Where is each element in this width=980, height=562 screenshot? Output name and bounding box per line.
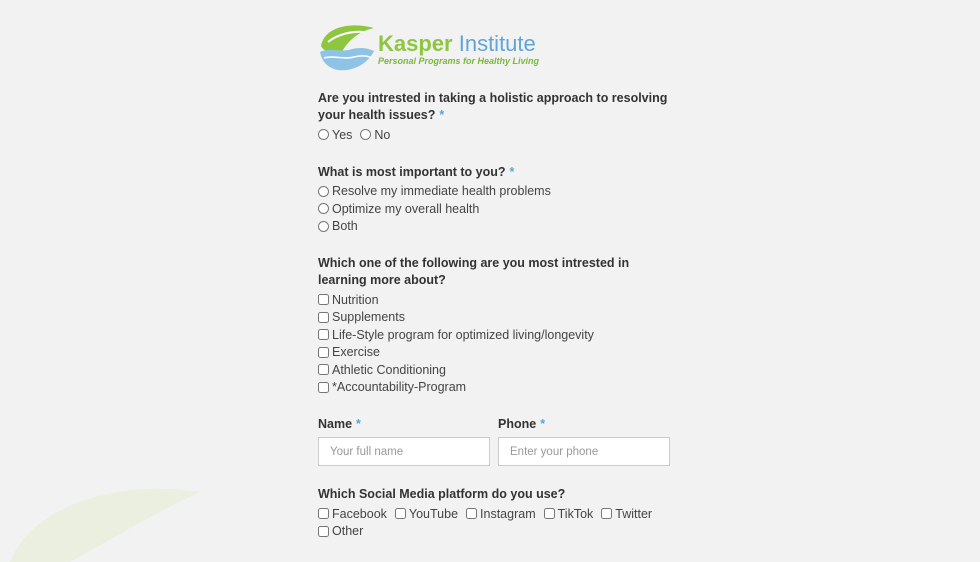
option-label: TikTok: [557, 506, 594, 521]
option-label: Resolve my immediate health problems: [332, 184, 551, 199]
questionnaire-form: [318, 22, 678, 560]
required-asterisk: *: [540, 417, 546, 431]
radio-optimize[interactable]: [318, 203, 329, 214]
name-field-group: [318, 416, 490, 466]
required-asterisk: *: [509, 164, 515, 179]
option-label: Instagram: [480, 506, 536, 521]
brand-name-part1: Kasper: [378, 31, 453, 56]
checkbox-option-instagram[interactable]: [466, 505, 536, 523]
checkbox-option-lifestyle[interactable]: [318, 326, 678, 344]
checkbox-option-twitter[interactable]: [601, 505, 652, 523]
checkbox-instagram[interactable]: [466, 508, 477, 519]
checkbox-option-other[interactable]: [318, 523, 363, 541]
checkbox-option-tiktok[interactable]: [544, 505, 594, 523]
option-label: No: [374, 127, 391, 142]
option-label: Other: [332, 524, 364, 539]
checkbox-other[interactable]: [318, 526, 329, 537]
checkbox-facebook[interactable]: [318, 508, 329, 519]
field-label: [498, 416, 670, 433]
kasper-institute-logo: [318, 22, 678, 78]
question-text: What is most important to you?: [318, 164, 506, 179]
checkbox-twitter[interactable]: [601, 508, 612, 519]
required-asterisk: *: [356, 417, 361, 431]
option-label: Supplements: [332, 310, 405, 325]
radio-option-both[interactable]: [318, 218, 678, 236]
radio-resolve[interactable]: [318, 186, 329, 197]
question-learning-interest: [318, 255, 678, 396]
question-label: [318, 164, 678, 181]
question-social-media: [318, 486, 678, 540]
checkbox-accountability[interactable]: [318, 382, 329, 393]
option-label: Athletic Conditioning: [332, 362, 446, 377]
checkbox-option-youtube[interactable]: [395, 505, 458, 523]
checkbox-athletic[interactable]: [318, 364, 329, 375]
question-holistic: [318, 90, 678, 144]
option-label: Yes: [332, 127, 353, 142]
contact-fields-row: [318, 416, 678, 466]
leaf-water-logo-icon: [318, 22, 376, 74]
option-label: Both: [332, 219, 358, 234]
option-label: Facebook: [332, 506, 387, 521]
radio-option-optimize[interactable]: [318, 200, 678, 218]
brand-tagline: Personal Programs for Healthy Living: [378, 56, 540, 66]
question-text: Are you intrested in taking a holistic approach to resolving your health issues?: [318, 91, 668, 122]
option-label: Nutrition: [332, 292, 379, 307]
option-label: Life-Style program for optimized living/longevity: [332, 327, 594, 342]
field-label-text: Name: [318, 417, 353, 431]
brand-name-part2: Institute: [458, 31, 536, 56]
checkbox-option-supplements[interactable]: [318, 309, 678, 327]
checkbox-nutrition[interactable]: [318, 294, 329, 305]
checkbox-group: [318, 505, 678, 540]
field-label: [318, 416, 490, 433]
checkbox-option-exercise[interactable]: [318, 344, 678, 362]
checkbox-youtube[interactable]: [395, 508, 406, 519]
radio-no[interactable]: [360, 129, 371, 140]
checkbox-group: [318, 291, 678, 396]
radio-yes[interactable]: [318, 129, 329, 140]
option-label: Twitter: [615, 506, 653, 521]
name-input[interactable]: [318, 437, 490, 466]
brand-name: [378, 31, 536, 57]
checkbox-option-facebook[interactable]: [318, 505, 387, 523]
radio-group: [318, 126, 678, 144]
option-label: Exercise: [332, 345, 380, 360]
question-label: [318, 90, 678, 124]
field-label-text: Phone: [498, 417, 537, 431]
checkbox-option-athletic[interactable]: [318, 361, 678, 379]
question-importance: [318, 164, 678, 236]
checkbox-exercise[interactable]: [318, 347, 329, 358]
checkbox-option-accountability[interactable]: [318, 379, 678, 397]
option-label: YouTube: [408, 506, 459, 521]
question-label: Which Social Media platform do you use?: [318, 487, 566, 501]
radio-option-no[interactable]: [360, 126, 390, 144]
radio-option-yes[interactable]: [318, 126, 352, 144]
required-asterisk: *: [439, 108, 445, 122]
phone-field-group: [498, 416, 670, 466]
background-leaf-decoration: [0, 470, 230, 562]
radio-group: [318, 183, 678, 236]
checkbox-option-nutrition[interactable]: [318, 291, 678, 309]
checkbox-lifestyle[interactable]: [318, 329, 329, 340]
checkbox-supplements[interactable]: [318, 312, 329, 323]
question-label: Which one of the following are you most intrested in learning more about?: [318, 256, 630, 287]
checkbox-tiktok[interactable]: [544, 508, 555, 519]
radio-option-resolve[interactable]: [318, 183, 678, 201]
phone-input[interactable]: [498, 437, 670, 466]
option-label: Optimize my overall health: [332, 201, 480, 216]
radio-both[interactable]: [318, 221, 329, 232]
option-label: *Accountability-Program: [332, 380, 467, 395]
